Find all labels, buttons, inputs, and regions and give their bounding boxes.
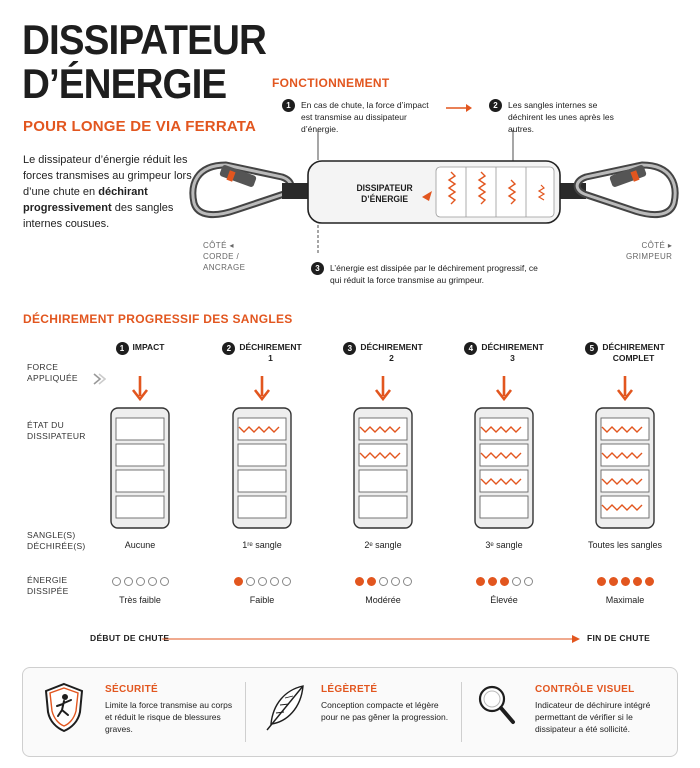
strap-cell — [601, 496, 649, 518]
functioning-step-3 — [311, 262, 540, 286]
energy-dot — [609, 577, 618, 586]
energy-dot — [391, 577, 400, 586]
energy-dot — [403, 577, 412, 586]
energy-dot — [512, 577, 521, 586]
page-title: DISSIPATEUR D’ÉNERGIE — [22, 16, 266, 107]
stage-label: DÉCHIREMENT COMPLET — [602, 342, 665, 363]
page-subtitle: POUR LONGE DE VIA FERRATA — [23, 118, 257, 135]
shield-climber-icon — [43, 682, 85, 732]
stage-header — [328, 342, 438, 364]
stage-number: 3 — [343, 342, 356, 355]
stage-header — [85, 342, 195, 355]
stage-header — [449, 342, 559, 364]
stage-device — [348, 374, 418, 534]
strap-cell — [238, 444, 286, 466]
functioning-title: FONCTIONNEMENT — [272, 76, 390, 90]
stage-torn-label: 3ᵉ sangle — [485, 540, 523, 550]
force-arrow-icon — [133, 376, 147, 399]
divider — [245, 682, 246, 742]
stage-label: IMPACT — [132, 342, 165, 352]
energy-dot — [488, 577, 497, 586]
stage-device — [469, 374, 539, 534]
strap-cell — [359, 470, 407, 492]
energy-dot — [270, 577, 279, 586]
row-label-energy: ÉNERGIE DISSIPÉE — [27, 575, 69, 596]
energy-dot — [160, 577, 169, 586]
stage-energy-label: Très faible — [119, 595, 161, 605]
force-arrow-icon — [376, 376, 390, 399]
left-side-label: CÔTÉ ◂ CORDE / ANCRAGE — [203, 241, 246, 272]
stage-header — [207, 342, 317, 364]
energy-dot — [476, 577, 485, 586]
stage-number: 4 — [464, 342, 477, 355]
energy-dots — [565, 577, 685, 586]
energy-dot — [500, 577, 509, 586]
stage-energy-label: Maximale — [605, 595, 645, 605]
right-side-label: CÔTÉ ▸ GRIMPEUR — [626, 241, 673, 261]
energy-dot — [112, 577, 121, 586]
force-arrow-icon — [255, 376, 269, 399]
force-arrow-icon — [497, 376, 511, 399]
features-panel — [22, 667, 678, 757]
intro-text: Le dissipateur d’énergie réduit les forces transmises au grimpeur lors d’une chute en déchirant progressivement des sangles internes cousues. — [23, 154, 192, 230]
stage-torn-label: 1ʳᵉ sangle — [242, 540, 282, 550]
device-label: DISSIPATEUR D’ÉNERGIE — [356, 183, 413, 204]
step-text: L’énergie est dissipée par le déchirement progressif, ce qui réduit la force transmise au grimpeur. — [330, 263, 538, 285]
feature-text-safety: Limite la force transmise au corps et réduit le risque de blessures graves. — [105, 700, 233, 734]
strap-cell — [601, 418, 649, 440]
step-number: 1 — [282, 99, 295, 112]
stage-energy-label: Modérée — [365, 595, 401, 605]
energy-dot — [136, 577, 145, 586]
feature-text-visual-check: Indicateur de déchirure intégré permettant de vérifier si le dissipateur a été sollicité. — [535, 700, 651, 734]
energy-dots — [444, 577, 564, 586]
strap-cell — [480, 496, 528, 518]
energy-dot — [621, 577, 630, 586]
strap-cell — [480, 444, 528, 466]
stage-device — [105, 374, 175, 534]
timeline-end: FIN DE CHUTE — [587, 633, 651, 643]
feather-icon — [263, 682, 309, 732]
strap-cell — [238, 418, 286, 440]
step-text: Les sangles internes se déchirent les unes après les autres. — [508, 100, 614, 134]
stage-device — [590, 374, 660, 534]
force-arrow-icon — [618, 376, 632, 399]
strap-cell — [480, 418, 528, 440]
energy-dot — [148, 577, 157, 586]
step-arrow-icon — [446, 103, 472, 113]
step-number: 2 — [489, 99, 502, 112]
strap-cell — [116, 470, 164, 492]
energy-dots — [80, 577, 200, 586]
energy-dot — [234, 577, 243, 586]
strap-cell — [480, 470, 528, 492]
strap-cell — [601, 470, 649, 492]
stage-torn-label: Toutes les sangles — [587, 540, 663, 550]
magnifier-icon — [475, 682, 517, 728]
feature-title-lightness: LÉGÈRETÉ — [321, 684, 378, 695]
strap-cell — [359, 444, 407, 466]
timeline-start: DÉBUT DE CHUTE — [90, 633, 170, 643]
stage-label: DÉCHIREMENT 2 — [360, 342, 423, 363]
row-label-force: FORCE APPLIQUÉE — [27, 362, 78, 383]
strap-cell — [601, 444, 649, 466]
step-text: En cas de chute, la force d’impact est transmise au dissipateur d’énergie. — [301, 100, 429, 134]
energy-dot — [258, 577, 267, 586]
timeline-arrow-icon — [162, 634, 580, 644]
row-label-torn: SANGLE(S) DÉCHIRÉE(S) — [27, 530, 86, 551]
stage-torn-label: 2ᵉ sangle — [364, 540, 402, 550]
stage-number: 1 — [116, 342, 129, 355]
stage-number: 5 — [585, 342, 598, 355]
step-number: 3 — [311, 262, 324, 275]
strap-cell — [359, 418, 407, 440]
energy-dots — [323, 577, 443, 586]
stage-label: DÉCHIREMENT 1 — [239, 342, 302, 363]
stage-energy-label: Élevée — [490, 595, 518, 605]
energy-dot — [379, 577, 388, 586]
feature-title-safety: SÉCURITÉ — [105, 684, 158, 695]
energy-dot — [524, 577, 533, 586]
stage-label: DÉCHIREMENT 3 — [481, 342, 544, 363]
stage-energy-label: Faible — [249, 595, 275, 605]
strap-cell — [238, 470, 286, 492]
force-pointer-icon — [92, 373, 106, 385]
energy-dot — [124, 577, 133, 586]
stage-header — [570, 342, 680, 364]
feature-title-visual-check: CONTRÔLE VISUEL — [535, 684, 635, 695]
energy-dot — [597, 577, 606, 586]
energy-dot — [367, 577, 376, 586]
energy-dot — [355, 577, 364, 586]
feature-text-lightness: Conception compacte et légère pour ne pas gêner la progression. — [321, 700, 449, 722]
stage-device — [227, 374, 297, 534]
energy-dot — [633, 577, 642, 586]
energy-dots — [202, 577, 322, 586]
energy-dot — [645, 577, 654, 586]
energy-dot — [282, 577, 291, 586]
stage-number: 2 — [222, 342, 235, 355]
strap-cell — [238, 496, 286, 518]
strap-cell — [116, 444, 164, 466]
energy-dot — [246, 577, 255, 586]
progressive-title: DÉCHIREMENT PROGRESSIF DES SANGLES — [23, 312, 293, 326]
strap-cell — [116, 496, 164, 518]
row-label-state: ÉTAT DU DISSIPATEUR — [27, 420, 86, 441]
divider — [461, 682, 462, 742]
stage-torn-label: Aucune — [124, 540, 156, 550]
energy-absorber-illustration — [186, 125, 686, 260]
strap-cell — [359, 496, 407, 518]
strap-cell — [116, 418, 164, 440]
